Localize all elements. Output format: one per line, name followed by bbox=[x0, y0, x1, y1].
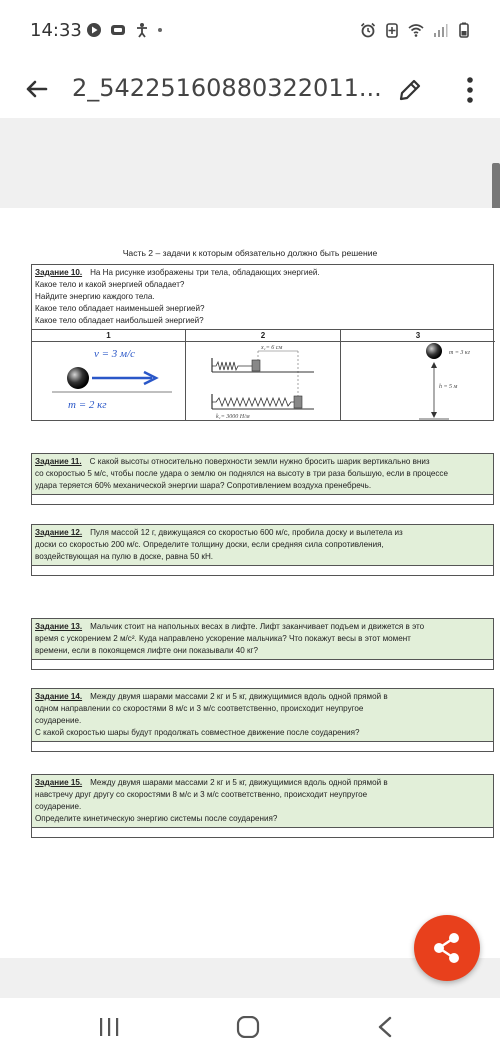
task-14 bbox=[31, 688, 494, 752]
task-12-body bbox=[32, 525, 493, 565]
task-10-label: Задание 10. bbox=[35, 268, 83, 277]
wifi-icon bbox=[408, 22, 424, 38]
task-15-body bbox=[32, 775, 493, 827]
figure-2-number: 2 bbox=[260, 331, 266, 340]
figure-col-1 bbox=[32, 330, 186, 421]
task-15-line-3: соударение. bbox=[35, 802, 82, 811]
figure-1-ball bbox=[67, 367, 89, 389]
task-15-line-2: навстречу друг другу со скоростями 8 м/с и 3 м/с соответственно, происходит неупругое bbox=[35, 790, 368, 799]
figure-3-raised-ball bbox=[341, 342, 495, 420]
task-14-answer-row bbox=[32, 741, 493, 751]
figure-1-number: 1 bbox=[106, 331, 111, 340]
figure-3-height-label: h = 5 м bbox=[439, 384, 458, 390]
task-14-label: Задание 14. bbox=[35, 692, 83, 701]
figure-2-springs bbox=[186, 342, 341, 420]
arrow-back-icon[interactable] bbox=[22, 74, 52, 104]
task-13-body bbox=[32, 619, 493, 659]
figure-2-k-label: k₁= 3000 Н/м bbox=[216, 414, 250, 420]
signal-icon bbox=[432, 22, 448, 38]
figure-3-number: 3 bbox=[415, 331, 421, 340]
document-page bbox=[0, 208, 500, 958]
task-10-line-4: Какое тело обладает наименьшей энергией? bbox=[35, 304, 205, 313]
task-13-line-3: времени, если в покоящемся лифте они показывали 40 кг? bbox=[35, 646, 258, 655]
message-icon bbox=[110, 22, 126, 38]
task-14-line-4: С какой скоростью шары будут продолжать совместное движение после соударения? bbox=[35, 728, 360, 737]
status-system-icons bbox=[360, 22, 472, 38]
task-10-line-3: Найдите энергию каждого тела. bbox=[35, 292, 155, 301]
task-15-answer-row bbox=[32, 827, 493, 837]
task-11-answer-row bbox=[32, 494, 493, 504]
figure-2-spring-top bbox=[212, 362, 252, 370]
task-10-body bbox=[32, 265, 493, 329]
status-notification-icons bbox=[86, 22, 162, 38]
task-11 bbox=[31, 453, 494, 505]
task-12-line-2: доски со скоростью 200 м/с. Определите толщину доски, если средняя сила сопротивления, bbox=[35, 540, 384, 549]
task-15-line-4: Определите кинетическую энергию системы после соударения? bbox=[35, 814, 278, 823]
recents-icon[interactable] bbox=[97, 1016, 121, 1038]
task-12 bbox=[31, 524, 494, 576]
alarm-icon bbox=[360, 22, 376, 38]
figure-1-moving-ball bbox=[32, 342, 186, 420]
play-icon bbox=[86, 22, 102, 38]
task-14-body bbox=[32, 689, 493, 741]
task-11-line-3: удара теряется 60% механической энергии шара? Сопротивлением воздуха пренебречь. bbox=[35, 481, 372, 490]
task-11-line-2: со скоростью 5 м/с, чтобы после удара о землю он поднялся на высоту в три раза большую, если в процессе bbox=[35, 469, 448, 478]
pencil-icon[interactable] bbox=[396, 76, 424, 104]
figure-2-spring-bottom bbox=[212, 398, 294, 406]
task-14-line-1: Между двумя шарами массами 2 кг и 5 кг, движущимися вдоль одной прямой в bbox=[90, 692, 388, 701]
task-10-line-2: Какое тело и какой энергией обладает? bbox=[35, 280, 185, 289]
task-11-line-1: С какой высоты относительно поверхности земли нужно бросить шарик вертикально вниз bbox=[89, 457, 430, 466]
task-10-figure-table bbox=[31, 330, 494, 421]
task-15-line-1: Между двумя шарами массами 2 кг и 5 кг, движущимися вдоль одной прямой в bbox=[90, 778, 388, 787]
figure-2-block-top bbox=[252, 360, 260, 371]
task-10-line-5: Какое тело обладает наибольшей энергией? bbox=[35, 316, 204, 325]
document-heading: Часть 2 – задачи к которым обязательно должно быть решение bbox=[122, 248, 378, 258]
figure-1-mass-label: m = 2 кг bbox=[68, 399, 107, 411]
more-vert-icon[interactable] bbox=[456, 74, 484, 106]
navigation-bar bbox=[0, 998, 500, 1055]
task-12-label: Задание 12. bbox=[35, 528, 83, 537]
figure-2-stretch-label: x₁= 6 см bbox=[261, 345, 283, 351]
app-bar bbox=[0, 62, 500, 118]
task-14-line-3: соударение. bbox=[35, 716, 82, 725]
share-button[interactable] bbox=[414, 915, 480, 981]
figure-1-velocity-label: v = 3 м/с bbox=[94, 348, 136, 360]
task-10-line-1: На На рисунке изображены три тела, обладающих энергией. bbox=[90, 268, 320, 277]
battery-saver-icon bbox=[384, 22, 400, 38]
task-11-body bbox=[32, 454, 493, 494]
task-13 bbox=[31, 618, 494, 670]
figure-col-2 bbox=[186, 330, 341, 421]
task-13-line-1: Мальчик стоит на напольных весах в лифте. Лифт заканчивает подъем и движется в это bbox=[90, 622, 425, 631]
figure-3-ball bbox=[426, 343, 442, 359]
task-12-answer-row bbox=[32, 565, 493, 575]
status-bar bbox=[0, 0, 500, 62]
figure-col-3 bbox=[341, 330, 495, 421]
task-10 bbox=[31, 264, 494, 330]
task-13-answer-row bbox=[32, 659, 493, 669]
accessibility-icon bbox=[134, 22, 150, 38]
task-14-line-2: одном направлении со скоростями 8 м/с и 3 м/с соответственно, происходит неупругое bbox=[35, 704, 364, 713]
back-chevron-icon[interactable] bbox=[374, 1016, 398, 1038]
task-15 bbox=[31, 774, 494, 838]
task-13-label: Задание 13. bbox=[35, 622, 83, 631]
figure-2-block-bottom bbox=[294, 396, 302, 408]
figure-3-mass-label: m = 3 кг bbox=[449, 350, 471, 356]
status-time: 14:33 bbox=[30, 20, 82, 41]
file-title: 2_54225160880322011... bbox=[72, 74, 382, 102]
share-icon bbox=[414, 915, 480, 981]
task-12-line-1: Пуля массой 12 г, движущаяся со скоростью 600 м/с, пробила доску и вылетела из bbox=[90, 528, 403, 537]
home-icon[interactable] bbox=[236, 1016, 260, 1038]
task-12-line-3: воздействующая на пулю в доске, равна 50 кН. bbox=[35, 552, 214, 561]
battery-icon bbox=[456, 22, 472, 38]
task-13-line-2: время с ускорением 2 м/с². Куда направлено ускорение мальчика? Что покажут весы в этот момент bbox=[35, 634, 411, 643]
task-15-label: Задание 15. bbox=[35, 778, 83, 787]
dot-icon bbox=[158, 28, 162, 32]
document-viewer[interactable] bbox=[0, 118, 500, 998]
task-11-label: Задание 11. bbox=[35, 457, 82, 466]
